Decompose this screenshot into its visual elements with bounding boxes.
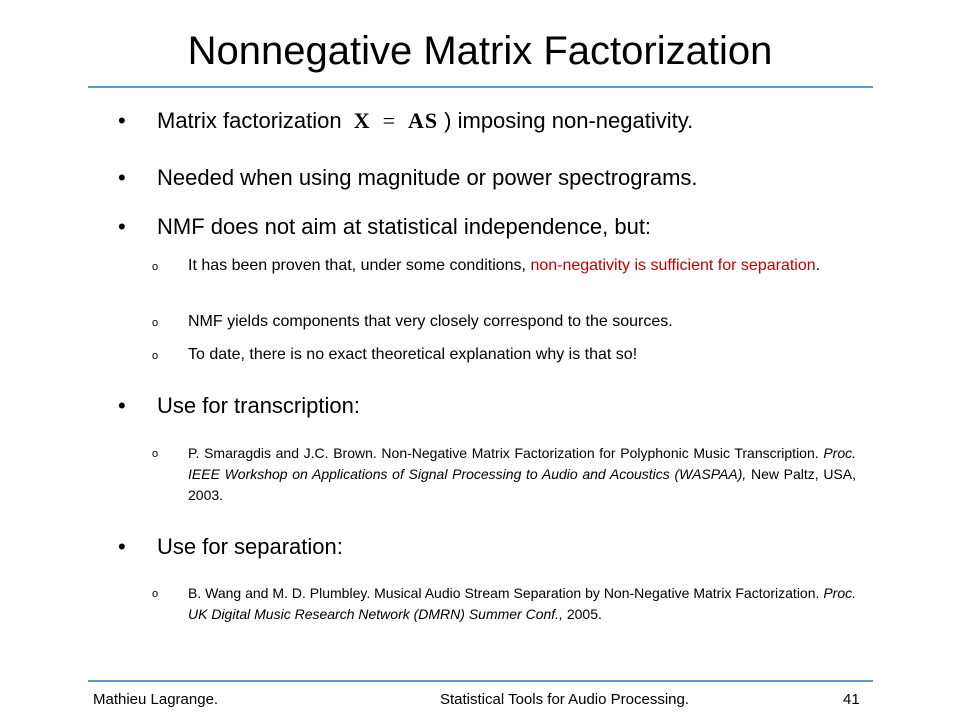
reference-venue: Proc. UK Digital Music Research Network (DMRN) Summer Conf.,	[188, 585, 856, 622]
bullet-dot-icon: •	[118, 214, 126, 239]
reference-text	[188, 583, 856, 625]
sub-bullet-marker: o	[152, 261, 159, 273]
highlight-text: non-negativity is sufficient for separation	[530, 257, 816, 274]
bullet-text: NMF does not aim at statistical independence, but:	[157, 214, 652, 239]
bullet-dot-icon: •	[118, 165, 126, 190]
footer-divider	[88, 680, 873, 682]
bullet-text	[157, 108, 693, 134]
equation	[354, 108, 438, 134]
title-divider	[88, 86, 873, 88]
bullet-text-after: ) imposing non-negativity.	[444, 108, 694, 133]
reference-location: New Paltz, USA, 2003.	[188, 466, 857, 503]
sub-bullet-text: To date, there is no exact theoretical explanation why is that so!	[188, 346, 638, 363]
footer-course: Statistical Tools for Audio Processing.	[440, 691, 690, 708]
matrix-x: X	[353, 108, 371, 133]
bullet-dot-icon: •	[118, 534, 126, 559]
slide-title: Nonnegative Matrix Factorization	[187, 29, 773, 73]
sub-bullet-marker: o	[152, 317, 159, 329]
sub-bullet-marker: o	[152, 588, 159, 600]
bullet-text: Use for transcription:	[157, 393, 360, 418]
footer-author: Mathieu Lagrange.	[93, 691, 219, 708]
reference-year: 2005.	[562, 606, 602, 622]
bullet-dot-icon: •	[118, 393, 126, 418]
reference-authors-title: B. Wang and M. D. Plumbley. Musical Audio Stream Separation by Non-Negative Matrix Factorization.	[188, 585, 824, 601]
sub-bullet-text-after: .	[815, 257, 821, 274]
sub-bullet-marker: o	[152, 350, 159, 362]
sub-bullet-text-before: It has been proven that, under some conditions,	[188, 257, 531, 274]
sub-bullet-text	[188, 256, 858, 276]
bullet-text: Needed when using magnitude or power spectrograms.	[157, 165, 698, 190]
matrix-as: AS	[408, 108, 439, 133]
slide-number: 41	[843, 691, 860, 708]
bullet-dot-icon: •	[118, 108, 126, 133]
reference-text	[188, 443, 856, 506]
sub-bullet-text: NMF yields components that very closely correspond to the sources.	[188, 313, 673, 330]
bullet-text: Use for separation:	[157, 534, 343, 559]
reference-authors-title: P. Smaragdis and J.C. Brown. Non-Negative Matrix Factorization for Polyphonic Music Transcription.	[188, 445, 824, 461]
sub-bullet-marker: o	[152, 448, 159, 460]
equals-sign: =	[382, 108, 397, 133]
bullet-text-before: Matrix factorization	[157, 108, 348, 133]
reference-venue: Proc. IEEE Workshop on Applications of Signal Processing to Audio and Acoustics (WASPAA),	[188, 445, 856, 482]
